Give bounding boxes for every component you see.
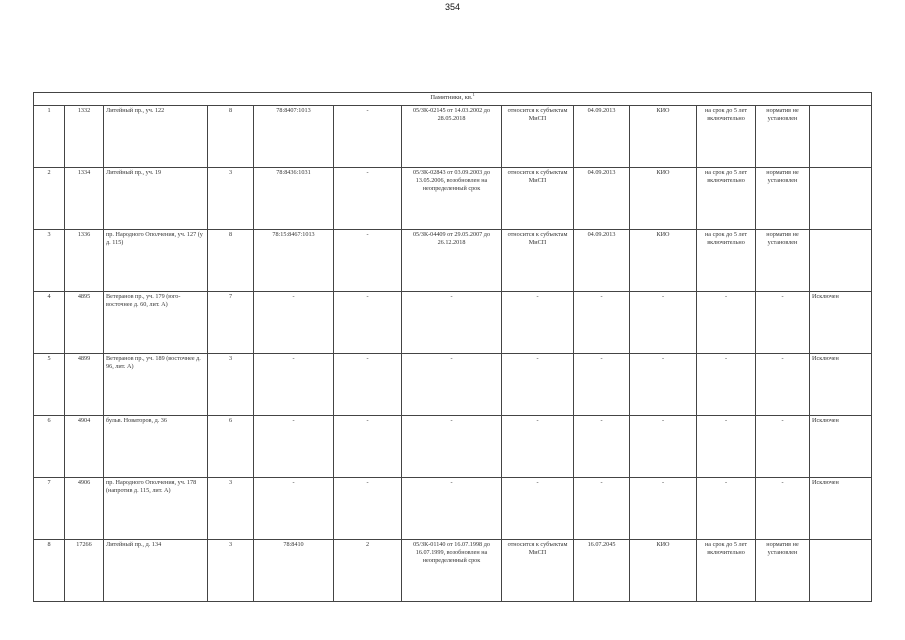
- norm-cell: норматив не установлен: [756, 230, 810, 292]
- kio-cell: -: [630, 354, 697, 416]
- extra-cell: -: [334, 230, 402, 292]
- extra-cell: -: [334, 478, 402, 540]
- kio-cell: КИО: [630, 540, 697, 602]
- address-cell: пр. Народного Ополчения, уч. 178 (напротив д. 115, лит. А): [104, 478, 208, 540]
- count-cell: 3: [208, 354, 254, 416]
- address-cell: Литейный пр., уч. 122: [104, 106, 208, 168]
- contract-cell: -: [402, 478, 502, 540]
- section-title-footnote: 1: [472, 92, 475, 97]
- object-id-cell: 4899: [65, 354, 104, 416]
- kio-cell: КИО: [630, 106, 697, 168]
- date-cell: 04.09.2013: [574, 230, 630, 292]
- row-number-cell: 2: [34, 168, 65, 230]
- row-number-cell: 5: [34, 354, 65, 416]
- object-id-cell: 4904: [65, 416, 104, 478]
- row-number-cell: 6: [34, 416, 65, 478]
- relation-cell: -: [502, 416, 574, 478]
- contract-cell: -: [402, 354, 502, 416]
- count-cell: 6: [208, 416, 254, 478]
- note-cell: Исключен: [810, 292, 872, 354]
- kio-cell: КИО: [630, 168, 697, 230]
- date-cell: 16.07.2045: [574, 540, 630, 602]
- cadastre-cell: -: [254, 478, 334, 540]
- object-id-cell: 1332: [65, 106, 104, 168]
- row-number-cell: 3: [34, 230, 65, 292]
- note-cell: [810, 540, 872, 602]
- address-cell: Ветеранов пр., уч. 179 (юго-восточнее д. 60, лит. А): [104, 292, 208, 354]
- relation-cell: относится к субъектам МиСП: [502, 168, 574, 230]
- count-cell: 3: [208, 540, 254, 602]
- term-cell: на срок до 5 лет включительно: [697, 106, 756, 168]
- cadastre-cell: 78:8407:1013: [254, 106, 334, 168]
- extra-cell: -: [334, 416, 402, 478]
- row-number-cell: 8: [34, 540, 65, 602]
- contract-cell: 05/ЗК-02843 от 03.09.2003 до 13.05.2006, возобновлен на неопределенный срок: [402, 168, 502, 230]
- section-title-cell: [34, 93, 872, 106]
- extra-cell: -: [334, 354, 402, 416]
- date-cell: -: [574, 416, 630, 478]
- norm-cell: -: [756, 354, 810, 416]
- contract-cell: 05/ЗК-04409 от 29.05.2007 до 26.12.2018: [402, 230, 502, 292]
- cadastre-cell: -: [254, 292, 334, 354]
- extra-cell: -: [334, 168, 402, 230]
- row-number-cell: 1: [34, 106, 65, 168]
- note-cell: Исключен: [810, 416, 872, 478]
- object-id-cell: 4906: [65, 478, 104, 540]
- object-id-cell: 1336: [65, 230, 104, 292]
- norm-cell: -: [756, 292, 810, 354]
- address-cell: Ветеранов пр., уч. 189 (восточнее д. 96, лит. А): [104, 354, 208, 416]
- object-id-cell: 1334: [65, 168, 104, 230]
- kio-cell: -: [630, 478, 697, 540]
- count-cell: 8: [208, 230, 254, 292]
- table-row: [34, 478, 872, 540]
- norm-cell: норматив не установлен: [756, 540, 810, 602]
- note-cell: Исключен: [810, 478, 872, 540]
- date-cell: 04.09.2013: [574, 168, 630, 230]
- cadastre-cell: 78:15:8467:1013: [254, 230, 334, 292]
- term-cell: на срок до 5 лет включительно: [697, 540, 756, 602]
- relation-cell: относится к субъектам МиСП: [502, 230, 574, 292]
- table-row: [34, 106, 872, 168]
- object-id-cell: 4895: [65, 292, 104, 354]
- object-id-cell: 17266: [65, 540, 104, 602]
- cadastre-cell: 78:8436:1031: [254, 168, 334, 230]
- count-cell: 7: [208, 292, 254, 354]
- term-cell: -: [697, 354, 756, 416]
- relation-cell: -: [502, 292, 574, 354]
- date-cell: -: [574, 292, 630, 354]
- table-row: [34, 292, 872, 354]
- row-number-cell: 4: [34, 292, 65, 354]
- note-cell: [810, 168, 872, 230]
- count-cell: 3: [208, 168, 254, 230]
- cadastre-cell: -: [254, 354, 334, 416]
- page-number: 354: [444, 2, 461, 12]
- term-cell: -: [697, 478, 756, 540]
- extra-cell: -: [334, 106, 402, 168]
- address-cell: пр. Народного Ополчения, уч. 127 (у д. 115): [104, 230, 208, 292]
- cadastre-cell: -: [254, 416, 334, 478]
- table-row: [34, 168, 872, 230]
- kio-cell: -: [630, 292, 697, 354]
- contract-cell: -: [402, 416, 502, 478]
- section-header-row: [34, 93, 872, 106]
- date-cell: 04.09.2013: [574, 106, 630, 168]
- relation-cell: -: [502, 478, 574, 540]
- address-cell: Литейный пр., уч. 19: [104, 168, 208, 230]
- registry-table: [33, 92, 872, 602]
- table-row: [34, 354, 872, 416]
- extra-cell: -: [334, 292, 402, 354]
- count-cell: 3: [208, 478, 254, 540]
- kio-cell: -: [630, 416, 697, 478]
- term-cell: на срок до 5 лет включительно: [697, 168, 756, 230]
- note-cell: Исключен: [810, 354, 872, 416]
- contract-cell: 05/ЗК-02145 от 14.03.2002 до 28.05.2018: [402, 106, 502, 168]
- extra-cell: 2: [334, 540, 402, 602]
- cadastre-cell: 78:8410: [254, 540, 334, 602]
- norm-cell: -: [756, 478, 810, 540]
- section-title: Памятники, кв.: [430, 94, 473, 101]
- norm-cell: норматив не установлен: [756, 168, 810, 230]
- norm-cell: норматив не установлен: [756, 106, 810, 168]
- relation-cell: относится к субъектам МиСП: [502, 540, 574, 602]
- table-row: [34, 416, 872, 478]
- note-cell: [810, 106, 872, 168]
- term-cell: -: [697, 292, 756, 354]
- contract-cell: -: [402, 292, 502, 354]
- norm-cell: -: [756, 416, 810, 478]
- term-cell: -: [697, 416, 756, 478]
- contract-cell: 05/ЗК-01140 от 16.07.1998 до 16.07.1999, возобновлен на неопределенный срок: [402, 540, 502, 602]
- relation-cell: относится к субъектам МиСП: [502, 106, 574, 168]
- date-cell: -: [574, 354, 630, 416]
- table-row: [34, 540, 872, 602]
- count-cell: 8: [208, 106, 254, 168]
- date-cell: -: [574, 478, 630, 540]
- note-cell: [810, 230, 872, 292]
- term-cell: на срок до 5 лет включительно: [697, 230, 756, 292]
- address-cell: Литейный пр., д. 134: [104, 540, 208, 602]
- address-cell: бульв. Новаторов, д. 36: [104, 416, 208, 478]
- table-row: [34, 230, 872, 292]
- relation-cell: -: [502, 354, 574, 416]
- kio-cell: КИО: [630, 230, 697, 292]
- row-number-cell: 7: [34, 478, 65, 540]
